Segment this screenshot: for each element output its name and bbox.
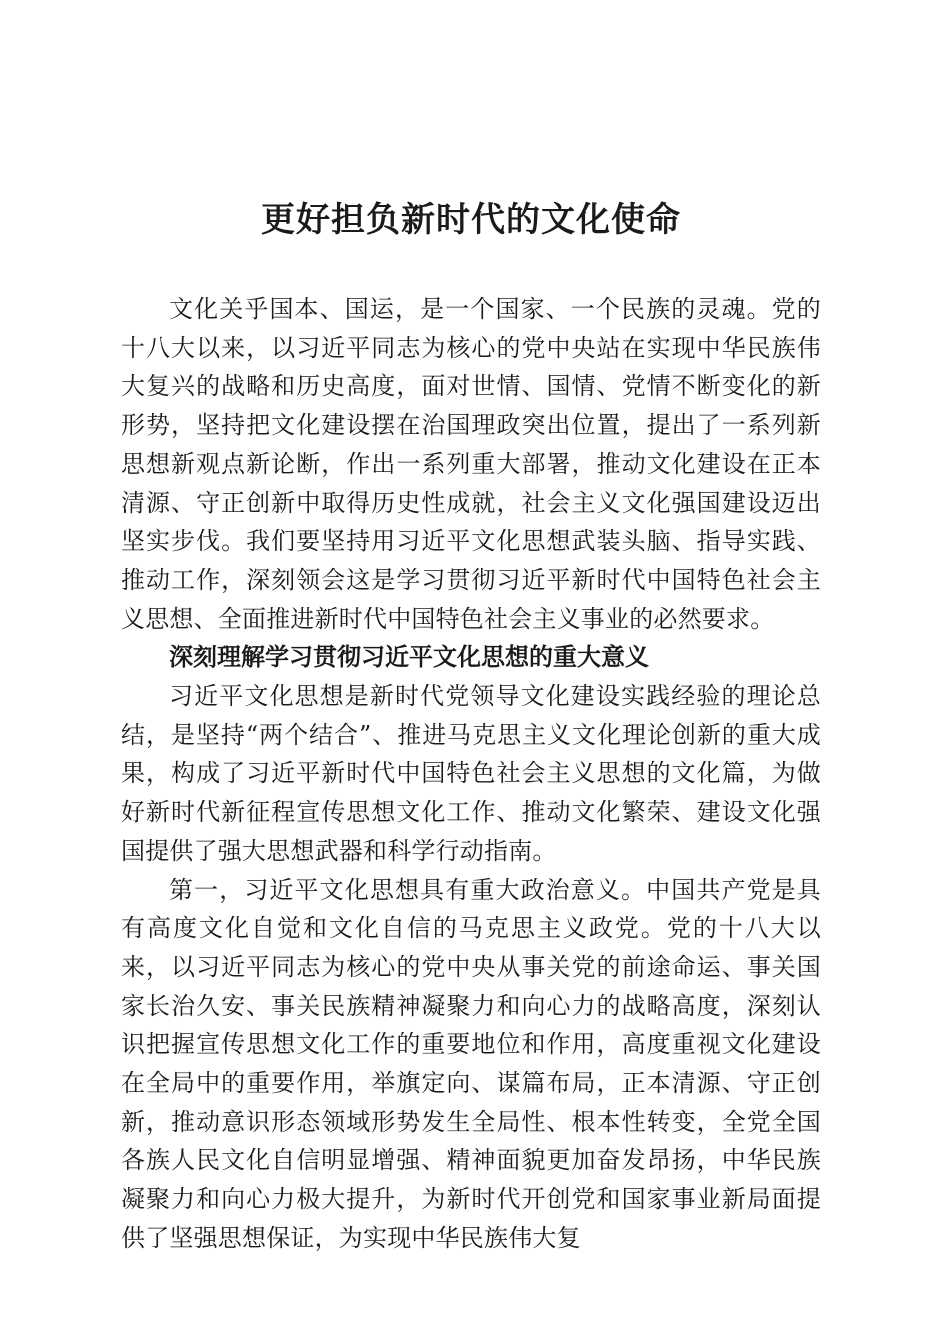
section-heading: 深刻理解学习贯彻习近平文化思想的重大意义: [169, 643, 649, 672]
document-body: [121, 290, 821, 1258]
document-title: 更好担负新时代的文化使命: [261, 200, 681, 240]
section-paragraph-2: 第一，习近平文化思想具有重大政治意义。中国共产党是具有高度文化自觉和文化自信的马克思主义政党。党的十八大以来，以习近平同志为核心的党中央从事关党的前途命运、事关国家长治久安、事关民族精神凝聚力和向心力的战略高度，深刻认识把握宣传思想文化工作的重要地位和作用，高度重视文化建设在全局中的重要作用，举旗定向、谋篇布局，正本清源、守正创新，推动意识形态领域形势发生全局性、根本性转变，全党全国各族人民文化自信明显增强、精神面貌更加奋发昂扬，中华民族凝聚力和向心力极大提升，为新时代开创党和国家事业新局面提供了坚强思想保证，为实现中华民族伟大复: [121, 875, 821, 1252]
section-paragraph-1: 习近平文化思想是新时代党领导文化建设实践经验的理论总结，是坚持“两个结合”、推进马克思主义文化理论创新的重大成果，构成了习近平新时代中国特色社会主义思想的文化篇，为做好新时代新征程宣传思想文化工作、推动文化繁荣、建设文化强国提供了强大思想武器和科学行动指南。: [121, 682, 821, 865]
intro-paragraph: 文化关乎国本、国运，是一个国家、一个民族的灵魂。党的十八大以来，以习近平同志为核心的党中央站在实现中华民族伟大复兴的战略和历史高度，面对世情、国情、党情不断变化的新形势，坚持把文化建设摆在治国理政突出位置，提出了一系列新思想新观点新论断，作出一系列重大部署，推动文化建设在正本清源、守正创新中取得历史性成就，社会主义文化强国建设迈出坚实步伐。我们要坚持用习近平文化思想武装头脑、指导实践、推动工作，深刻领会这是学习贯彻习近平新时代中国特色社会主义思想、全面推进新时代中国特色社会主义事业的必然要求。: [121, 295, 821, 633]
